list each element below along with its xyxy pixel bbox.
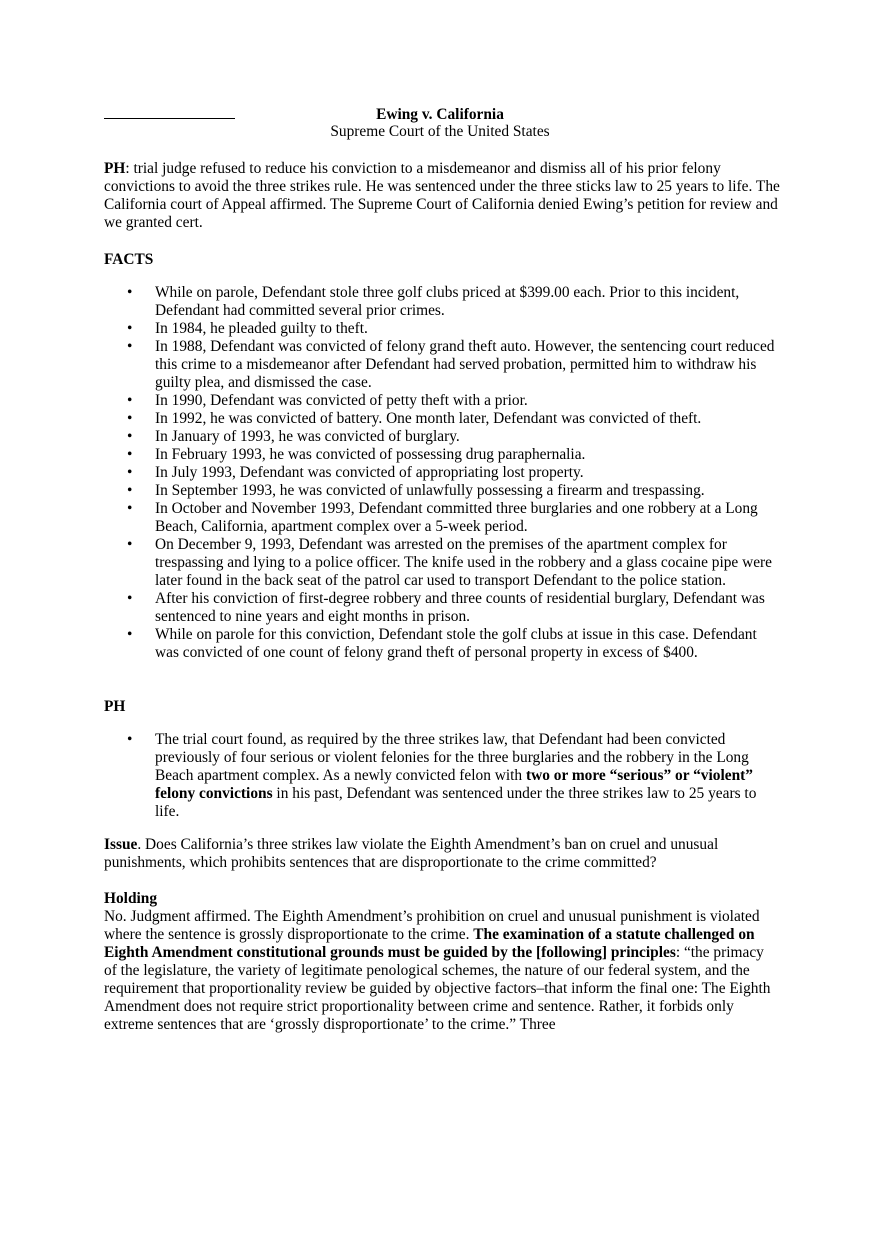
fact-text: While on parole, Defendant stole three golf clubs priced at $399.00 each. Prior to this incident, Defendant had committed several prior crimes. bbox=[155, 284, 740, 319]
holding-bold-text: The examination of a statute challenged on Eighth Amendment constitutional grounds must be guided by the [following] principles bbox=[104, 926, 755, 961]
issue-paragraph bbox=[104, 836, 780, 872]
bullet-icon: • bbox=[127, 392, 133, 409]
bullet-icon: • bbox=[127, 410, 133, 427]
bullet-icon: • bbox=[127, 284, 133, 301]
issue-label: Issue bbox=[104, 836, 138, 853]
list-item bbox=[104, 464, 780, 482]
fact-text: In 1988, Defendant was convicted of felony grand theft auto. However, the sentencing court reduced this crime to a misdemeanor after Defendant had served probation, permitted him to withdraw his guilty plea, and dismissed the case. bbox=[155, 338, 775, 391]
facts-heading bbox=[104, 251, 780, 269]
list-item bbox=[104, 626, 780, 662]
ph-label: PH bbox=[104, 160, 126, 177]
ph-text: : trial judge refused to reduce his conviction to a misdemeanor and dismiss all of his prior felony convictions to avoid the three strikes rule. He was sentenced under the three sticks law to 25 years to life. The California court of Appeal affirmed. The Supreme Court of California denied Ewing’s petition for review and we granted cert. bbox=[104, 160, 780, 231]
ph-item-text: The trial court found, as required by the three strikes law, that Defendant had been convicted previously of four serious or violent felonies for the three burglaries and the robbery in the Long Beach apartment complex. As a newly convicted felon with bbox=[155, 731, 749, 784]
bullet-icon: • bbox=[127, 446, 133, 463]
fact-text: In October and November 1993, Defendant committed three burglaries and one robbery at a Long Beach, California, apartment complex over a 5-week period. bbox=[155, 500, 758, 535]
bullet-icon: • bbox=[127, 338, 133, 355]
fact-text: In January of 1993, he was convicted of burglary. bbox=[155, 428, 460, 445]
fact-text: On December 9, 1993, Defendant was arrested on the premises of the apartment complex for trespassing and lying to a police officer. The knife used in the robbery and a glass cocaine pipe were later found in the back seat of the patrol car used to transport Defendant to the police station. bbox=[155, 536, 772, 589]
issue-text: . Does California’s three strikes law violate the Eighth Amendment’s ban on cruel and unusual punishments, which prohibits sentences that are disproportionate to the crime committed? bbox=[104, 836, 719, 871]
list-item bbox=[104, 446, 780, 464]
bullet-icon: • bbox=[127, 500, 133, 517]
list-item bbox=[104, 320, 780, 338]
list-item bbox=[104, 482, 780, 500]
court-name: Supreme Court of the United States bbox=[330, 123, 550, 140]
fact-text: In February 1993, he was convicted of possessing drug paraphernalia. bbox=[155, 446, 586, 463]
fact-text: In 1990, Defendant was convicted of petty theft with a prior. bbox=[155, 392, 528, 409]
fact-text: After his conviction of first-degree robbery and three counts of residential burglary, Defendant was sentenced to nine years and eight months in prison. bbox=[155, 590, 765, 625]
fact-text: In September 1993, he was convicted of unlawfully possessing a firearm and trespassing. bbox=[155, 482, 705, 499]
bullet-icon: • bbox=[127, 320, 133, 337]
holding-paragraph bbox=[104, 908, 780, 1034]
case-title-text: Ewing v. California bbox=[376, 106, 504, 123]
list-item bbox=[104, 500, 780, 536]
bullet-icon: • bbox=[127, 428, 133, 445]
ph-heading bbox=[104, 698, 780, 716]
procedural-history-paragraph bbox=[104, 160, 780, 232]
ph-item-bold: two or more “serious” or “violent” felony convictions bbox=[155, 767, 753, 802]
bullet-icon: • bbox=[127, 626, 133, 643]
list-item bbox=[104, 392, 780, 410]
holding-text-end: : “the primacy of the legislature, the variety of legitimate penological schemes, the nature of our federal system, and the requirement that proportionality review be guided by objective factors–that inform the final one: The Eighth Amendment does not require strict proportionality between crime and sentence. Rather, it forbids only extreme sentences that are ‘grossly disproportionate’ to the crime.” Three bbox=[104, 944, 771, 1033]
ph-list bbox=[104, 731, 780, 821]
holding-section bbox=[104, 890, 780, 1034]
ph-heading-text: PH bbox=[104, 698, 126, 715]
bullet-icon: • bbox=[127, 464, 133, 481]
bullet-icon: • bbox=[127, 590, 133, 607]
holding-text: No. Judgment affirmed. The Eighth Amendment’s prohibition on cruel and unusual punishment is violated where the sentence is grossly disproportionate to the crime. bbox=[104, 908, 760, 943]
bullet-icon: • bbox=[127, 536, 133, 553]
ph-item-text-end: in his past, Defendant was sentenced under the three strikes law to 25 years to life. bbox=[155, 785, 757, 820]
list-item bbox=[104, 590, 780, 626]
facts-list bbox=[104, 284, 780, 662]
facts-heading-text: FACTS bbox=[104, 251, 154, 268]
case-title bbox=[0, 106, 880, 124]
list-item bbox=[104, 338, 780, 392]
list-item bbox=[104, 536, 780, 590]
list-item bbox=[104, 284, 780, 320]
list-item bbox=[104, 410, 780, 428]
bullet-icon: • bbox=[127, 731, 133, 748]
fact-text: In 1992, he was convicted of battery. One month later, Defendant was convicted of theft. bbox=[155, 410, 702, 427]
fact-text: In 1984, he pleaded guilty to theft. bbox=[155, 320, 368, 337]
bullet-icon: • bbox=[127, 482, 133, 499]
fact-text: In July 1993, Defendant was convicted of appropriating lost property. bbox=[155, 464, 584, 481]
list-item bbox=[104, 428, 780, 446]
holding-heading: Holding bbox=[104, 890, 158, 907]
list-item bbox=[104, 731, 780, 821]
fact-text: While on parole for this conviction, Defendant stole the golf clubs at issue in this case. Defendant was convicted of one count of felony grand theft of personal property in excess of $400. bbox=[155, 626, 757, 661]
